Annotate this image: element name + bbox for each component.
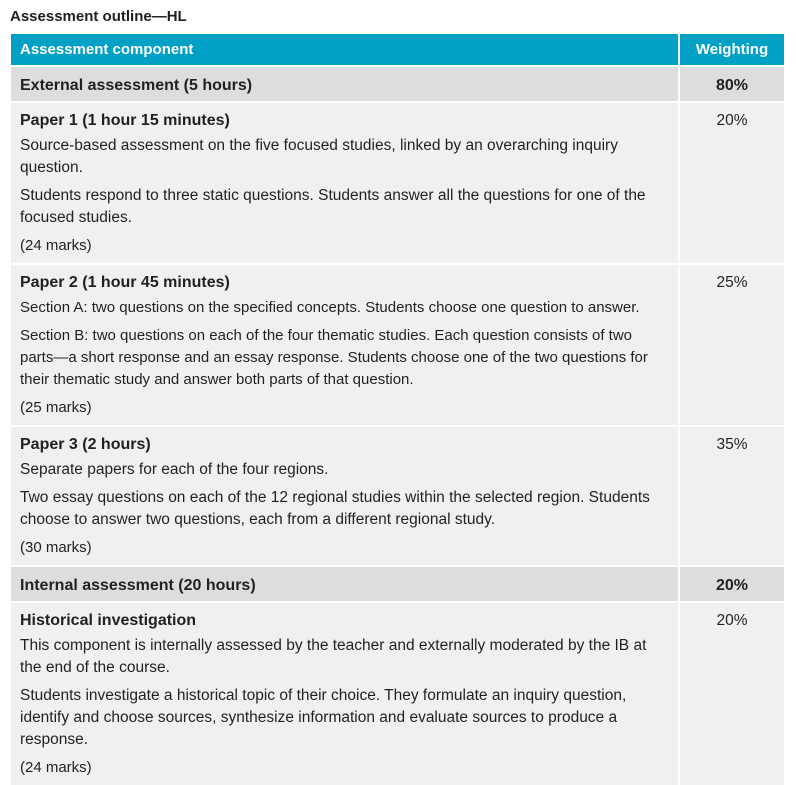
header-component: Assessment component xyxy=(11,34,679,66)
component-row-paper-1 xyxy=(11,102,784,264)
component-cell xyxy=(11,102,679,264)
section-row-external xyxy=(11,66,784,102)
component-title: Paper 2 (1 hour 45 minutes) xyxy=(20,274,230,291)
component-title: Historical investigation xyxy=(20,612,197,629)
component-weighting: 20% xyxy=(679,602,784,785)
assessment-table xyxy=(11,34,784,785)
section-label: Internal assessment (20 hours) xyxy=(11,566,679,602)
component-weighting: 20% xyxy=(679,102,784,264)
component-row-paper-2 xyxy=(11,264,784,426)
component-description: Source-based assessment on the five focused studies, linked by an overarching inquiry question. xyxy=(20,137,618,176)
component-description: Students investigate a historical topic of their choice. They formulate an inquiry question, identify and choose sources, synthesize information and evaluate sources to produce a response. xyxy=(20,687,627,748)
component-marks: (25 marks) xyxy=(20,399,92,416)
component-description: Separate papers for each of the four regions. xyxy=(20,461,329,478)
header-weighting: Weighting xyxy=(679,34,784,66)
component-marks: (30 marks) xyxy=(20,539,92,556)
component-description: This component is internally assessed by the teacher and externally moderated by the IB at the end of the course. xyxy=(20,637,647,676)
component-weighting: 25% xyxy=(679,264,784,426)
component-title: Paper 1 (1 hour 15 minutes) xyxy=(20,112,230,129)
component-description: Two essay questions on each of the 12 regional studies within the selected region. Students choose to answer two questions, each from a different regional study. xyxy=(20,489,650,528)
section-label: External assessment (5 hours) xyxy=(11,66,679,102)
component-row-paper-3 xyxy=(11,426,784,566)
table-header-row xyxy=(11,34,784,66)
component-weighting: 35% xyxy=(679,426,784,566)
section-weighting: 20% xyxy=(679,566,784,602)
component-marks: (24 marks) xyxy=(20,759,92,776)
component-cell xyxy=(11,264,679,426)
component-description: Students respond to three static questions. Students answer all the questions for one of the focused studies. xyxy=(20,187,646,226)
section-weighting: 80% xyxy=(679,66,784,102)
component-description: Section A: two questions on the specified concepts. Students choose one question to answer. xyxy=(20,299,640,316)
component-title: Paper 3 (2 hours) xyxy=(20,436,151,453)
component-cell xyxy=(11,426,679,566)
component-row-historical-investigation xyxy=(11,602,784,785)
page-title: Assessment outline—HL xyxy=(10,8,187,25)
section-row-internal xyxy=(11,566,784,602)
component-cell xyxy=(11,602,679,785)
component-description: Section B: two questions on each of the four thematic studies. Each question consists of two parts—a short response and an essay response. Students choose one of the two questions for their thematic study and answer both parts of that question. xyxy=(20,327,648,388)
component-marks: (24 marks) xyxy=(20,237,92,254)
